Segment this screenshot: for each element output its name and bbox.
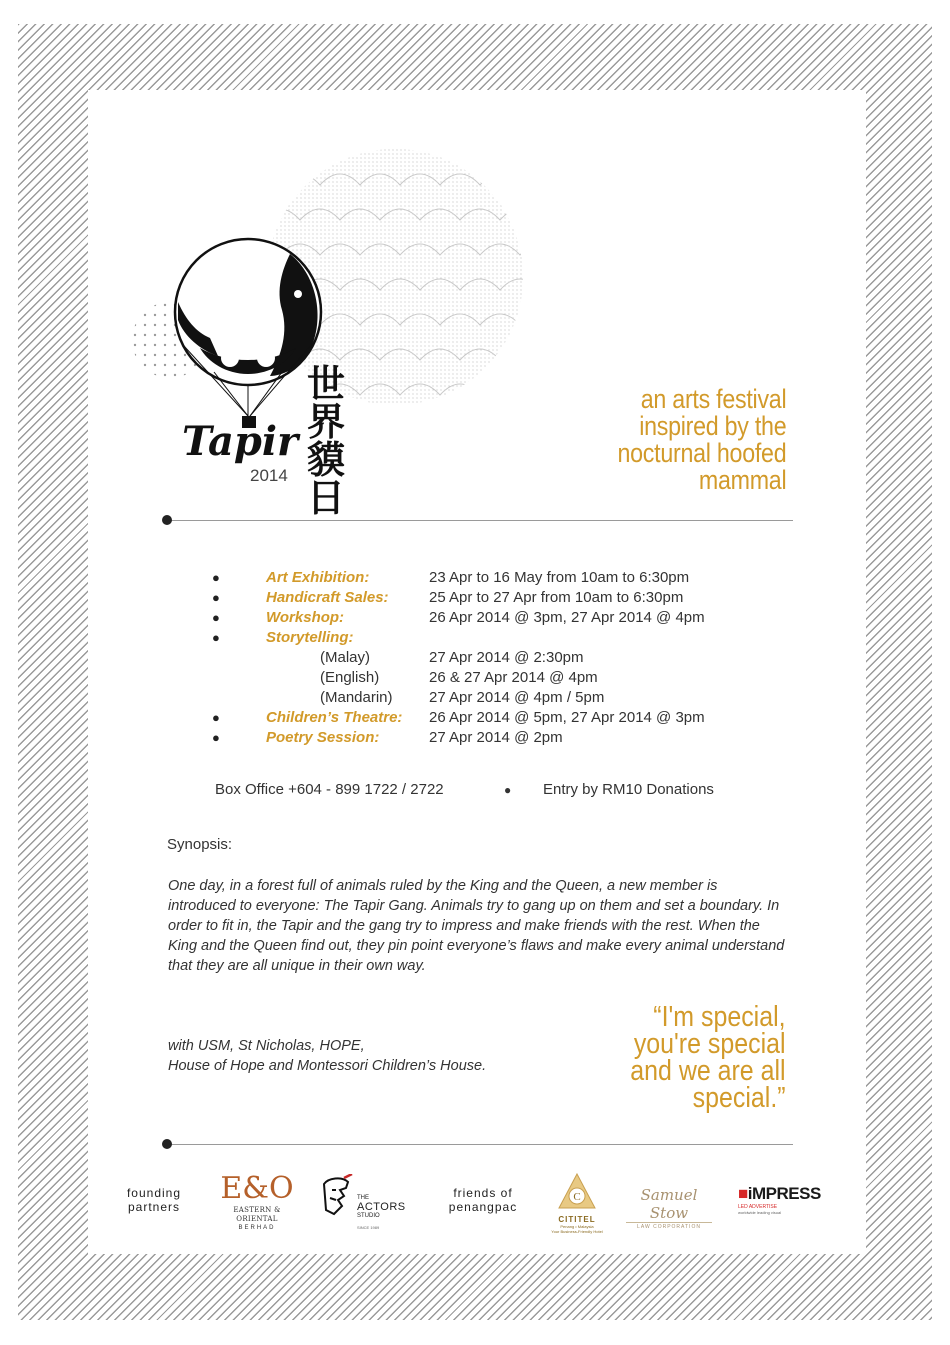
tagline-line: mammal xyxy=(698,465,786,495)
event-time: 27 Apr 2014 @ 4pm / 5pm xyxy=(429,689,605,706)
logo-chinese-char: 日 xyxy=(306,478,345,520)
eo-name: EASTERN & ORIENTAL xyxy=(233,1206,281,1223)
actors-line: THE xyxy=(357,1195,369,1201)
impress-sub: LED ADVERTISE xyxy=(738,1204,778,1210)
event-time: 26 Apr 2014 @ 5pm, 27 Apr 2014 @ 3pm xyxy=(429,709,705,726)
logo-chinese-char: 世 xyxy=(306,364,345,406)
event-sub-label: (Mandarin) xyxy=(320,689,393,706)
bullet-icon: ● xyxy=(212,610,220,625)
bullet-icon: ● xyxy=(504,783,512,797)
event-label: Handicraft Sales: xyxy=(266,589,389,606)
actors-line: STUDIO xyxy=(357,1213,380,1219)
event-sub-label: (Malay) xyxy=(320,649,371,666)
synopsis-heading: Synopsis: xyxy=(167,836,233,853)
cititel-letter: C xyxy=(573,1191,581,1203)
friends-label xyxy=(434,1186,532,1214)
partner-label-line: partners xyxy=(127,1200,181,1214)
impress-sub: worldwide leading visual xyxy=(738,1210,782,1215)
synopsis-body: One day, in a forest full of animals ruled by the King and the Queen, a new member is introduced to everyone: The Tapir Gang. Animals try to gang up on them and set a boundary. In order to fit in, the Tapir and the gang try to impress and make friends with the rest. When the King and the Queen find out, they pin point everyone’s flaws and make every animal understand that they are all unique in their own way. xyxy=(168,878,785,974)
bullet-icon: ● xyxy=(212,570,220,585)
event-time: 27 Apr 2014 @ 2pm xyxy=(429,729,563,746)
impress-name xyxy=(738,1184,828,1204)
festival-tagline xyxy=(617,386,786,494)
tagline-line: inspired by the xyxy=(638,411,786,441)
partner-label-line: friends of xyxy=(453,1186,513,1200)
box-office-info: Box Office +604 - 899 1722 / 2722 xyxy=(215,781,444,798)
event-label: Art Exhibition: xyxy=(266,569,370,586)
cititel-triangle-icon xyxy=(557,1172,597,1210)
cititel-sub: Penang • Malaysia xyxy=(560,1224,594,1229)
quote-line: special.” xyxy=(693,1082,786,1114)
event-label: Storytelling: xyxy=(266,629,354,646)
eo-sub: BERHAD xyxy=(238,1225,276,1231)
impress-word: iMPRESS xyxy=(747,1184,821,1203)
cititel-sub: Your Business-Friendly Hotel xyxy=(551,1229,603,1234)
logo-tapir-word: Tapir xyxy=(182,418,299,465)
entry-info: Entry by RM10 Donations xyxy=(543,781,714,798)
founding-partners-label xyxy=(118,1186,190,1214)
event-label: Children’s Theatre: xyxy=(266,709,403,726)
quote-line: and we are all xyxy=(630,1055,786,1087)
actors-studio-mask-icon xyxy=(318,1174,358,1222)
collaborators xyxy=(168,1036,588,1076)
logo-chinese-title xyxy=(305,366,347,518)
samuel-name: Samuel Stow xyxy=(640,1186,698,1222)
bullet-icon: ● xyxy=(212,710,220,725)
cititel-logo xyxy=(540,1172,614,1234)
event-sub-label: (English) xyxy=(320,669,380,686)
divider-top xyxy=(163,520,793,521)
tagline-line: nocturnal hoofed xyxy=(617,438,786,468)
actors-line: ACTORS xyxy=(357,1201,406,1213)
actors-since: SINCE 1989 xyxy=(357,1225,380,1230)
divider-dot xyxy=(162,1139,172,1149)
bullet-icon: ● xyxy=(212,730,220,745)
event-time: 26 Apr 2014 @ 3pm, 27 Apr 2014 @ 4pm xyxy=(429,609,705,626)
impress-logo xyxy=(738,1184,828,1215)
eo-mark: E&O xyxy=(220,1171,294,1206)
logo-chinese-char: 貘 xyxy=(306,440,345,482)
collaborators-line: House of Hope and Montessori Children’s House. xyxy=(168,1058,487,1074)
eo-logo xyxy=(212,1172,302,1232)
tagline-line: an arts festival xyxy=(640,384,786,414)
samuel-stow-logo xyxy=(626,1186,712,1231)
bullet-icon: ● xyxy=(212,630,220,645)
event-time: 26 & 27 Apr 2014 @ 4pm xyxy=(429,669,598,686)
special-quote xyxy=(630,1001,786,1114)
partner-label-line: founding xyxy=(126,1186,182,1200)
bullet-icon: ● xyxy=(212,590,220,605)
partner-label-line: penangpac xyxy=(448,1200,518,1214)
divider-bottom xyxy=(163,1144,793,1145)
event-time: 25 Apr to 27 Apr from 10am to 6:30pm xyxy=(429,589,684,606)
event-time: 23 Apr to 16 May from 10am to 6:30pm xyxy=(429,569,690,586)
divider-dot xyxy=(162,515,172,525)
samuel-sub: LAW CORPORATION xyxy=(626,1222,712,1231)
quote-line: “I'm special, xyxy=(653,1001,786,1033)
logo-chinese-char: 界 xyxy=(306,402,345,444)
actors-studio-logo xyxy=(357,1194,406,1232)
cititel-name: CITITEL xyxy=(558,1215,596,1224)
logo-year: 2014 xyxy=(250,466,288,485)
collaborators-line: with USM, St Nicholas, HOPE, xyxy=(168,1038,365,1054)
impress-accent: ■ xyxy=(738,1184,748,1203)
event-label: Workshop: xyxy=(266,609,345,626)
quote-line: you're special xyxy=(634,1028,786,1060)
event-time: 27 Apr 2014 @ 2:30pm xyxy=(429,649,584,666)
event-label: Poetry Session: xyxy=(266,729,380,746)
